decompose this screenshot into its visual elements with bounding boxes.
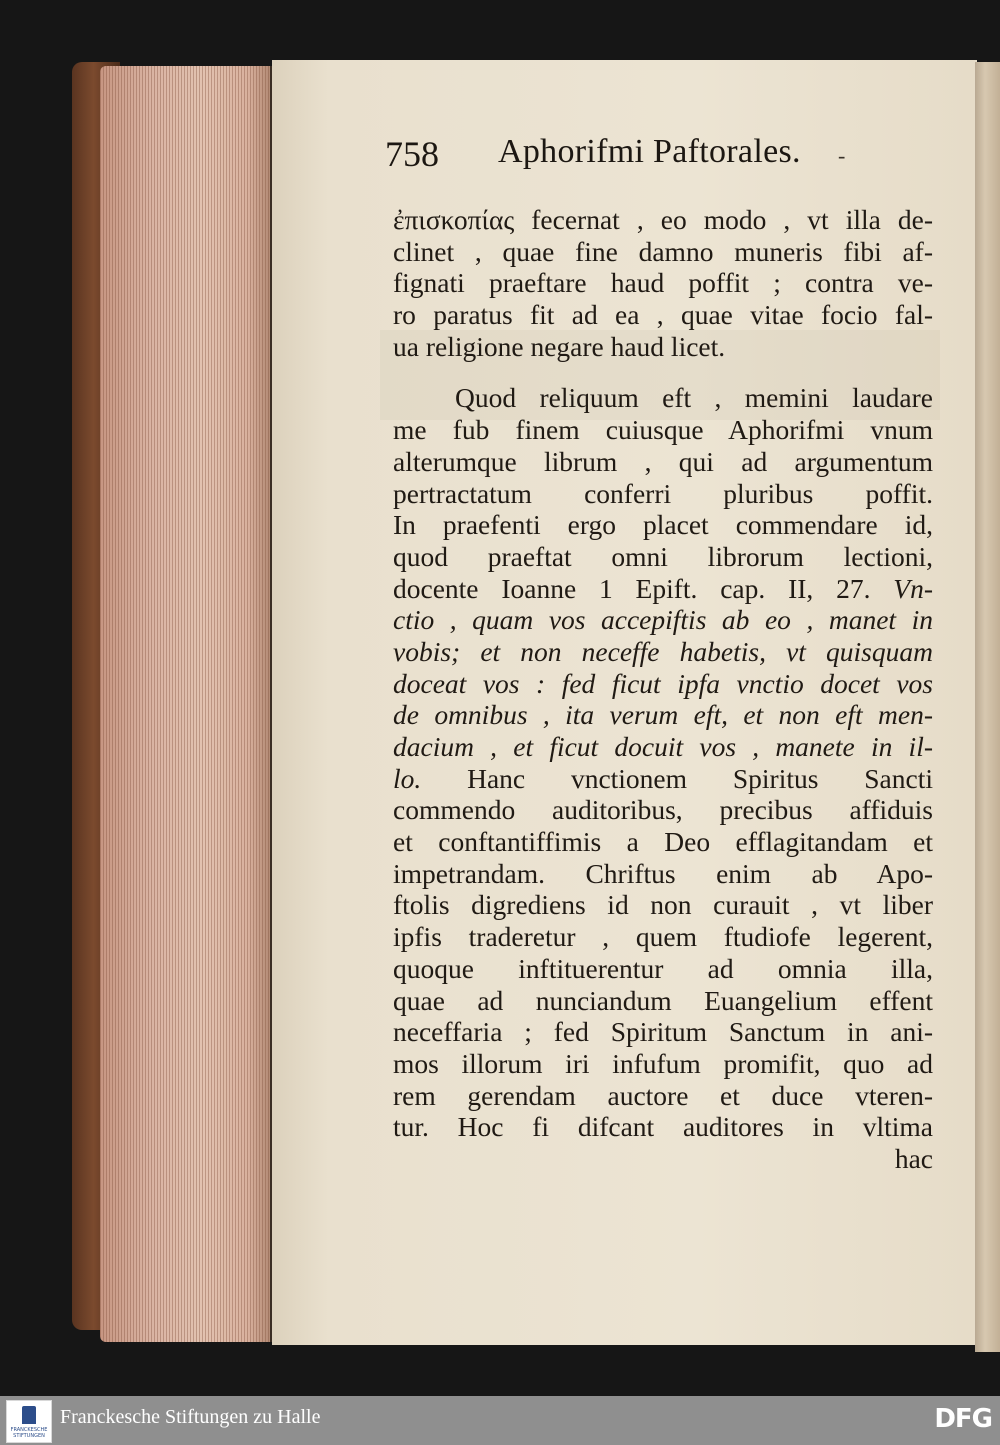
text-line: pertractatum conferri pluribus poffit. — [393, 477, 933, 509]
text-line: neceffaria ; fed Spiritum Sanctum in ani- — [393, 1016, 933, 1048]
page-text — [393, 204, 933, 1175]
page-number: 758 — [385, 134, 439, 174]
text-line — [393, 573, 933, 605]
catchword: hac — [894, 1142, 933, 1174]
text-line: impetrandam. Chriftus enim ab Apo- — [393, 857, 933, 889]
text-line-italic: de omnibus , ita verum eft, et non eft men- — [393, 699, 933, 731]
text-line: In praefenti ergo placet commendare id, — [393, 509, 933, 541]
text-line: Quod reliquum eft , memini laudare — [455, 382, 933, 414]
page-edges — [100, 66, 270, 1342]
text-segment: Hanc vnctionem Spiritus Sancti — [467, 762, 933, 794]
text-line: ἐπισκοπίας fecernat , eo modo , vt illa de- — [393, 204, 933, 235]
text-segment-italic: lo. — [393, 762, 422, 794]
text-line: alterumque librum , qui ad argumentum — [393, 445, 933, 477]
footer-bar — [0, 1396, 1000, 1445]
text-line-italic: ctio , quam vos accepiftis ab eo , manet in — [393, 604, 933, 636]
text-line — [393, 763, 933, 795]
text-line: ipfis traderetur , quem ftudiofe legerent, — [393, 921, 933, 953]
dfg-logo[interactable]: DFG — [934, 1404, 992, 1434]
text-line: rem gerendam auctore et duce vteren- — [393, 1079, 933, 1111]
text-line: clinet , quae fine damno muneris fibi af- — [393, 235, 933, 267]
text-line: quae ad nunciandum Euangelium effent — [393, 984, 933, 1016]
text-line-italic: vobis; et non neceffe habetis, vt quisquam — [393, 635, 933, 667]
running-head: Aphorifmi Paftorales. — [498, 133, 801, 170]
text-line: fignati praeftare haud poffit ; contra ve- — [393, 267, 933, 299]
text-line-italic: dacium , et ficut docuit vos , manete in il- — [393, 731, 933, 762]
text-line: quoque inftituerentur ad omnia illa, — [393, 952, 933, 984]
text-line: commendo auditoribus, precibus affiduis — [393, 794, 933, 826]
text-line-italic: doceat vos : fed ficut ipfa vnctio docet vos — [393, 667, 933, 699]
text-segment: docente Ioanne 1 Epift. cap. II, 27. — [393, 572, 871, 604]
footer-title[interactable]: Franckesche Stiftungen zu Halle — [60, 1406, 321, 1428]
text-line: ro paratus fit ad ea , quae vitae focio fal- — [393, 299, 933, 331]
text-line: tur. Hoc fi difcant auditores in vltima — [393, 1111, 933, 1143]
text-line: ftolis digrediens id non curauit , vt liber — [393, 889, 933, 921]
text-line: mos illorum iri infufum promifit, quo ad — [393, 1047, 933, 1079]
logo-text: FRANCKESCHE STIFTUNGEN — [10, 1427, 48, 1439]
text-line: quod praeftat omni librorum lectioni, — [393, 540, 933, 572]
building-icon — [22, 1406, 36, 1424]
text-segment-italic: Vn- — [893, 572, 934, 604]
text-line: ua religione negare haud licet. — [393, 330, 726, 362]
page-header — [0, 133, 1000, 185]
header-ornament: - — [838, 143, 846, 168]
text-line: et conftantiffimis a Deo efflagitandam et — [393, 826, 933, 858]
text-line: me fub finem cuiusque Aphorifmi vnum — [393, 414, 933, 446]
franckesche-logo[interactable] — [6, 1400, 52, 1443]
facing-page-edge — [975, 62, 1000, 1352]
